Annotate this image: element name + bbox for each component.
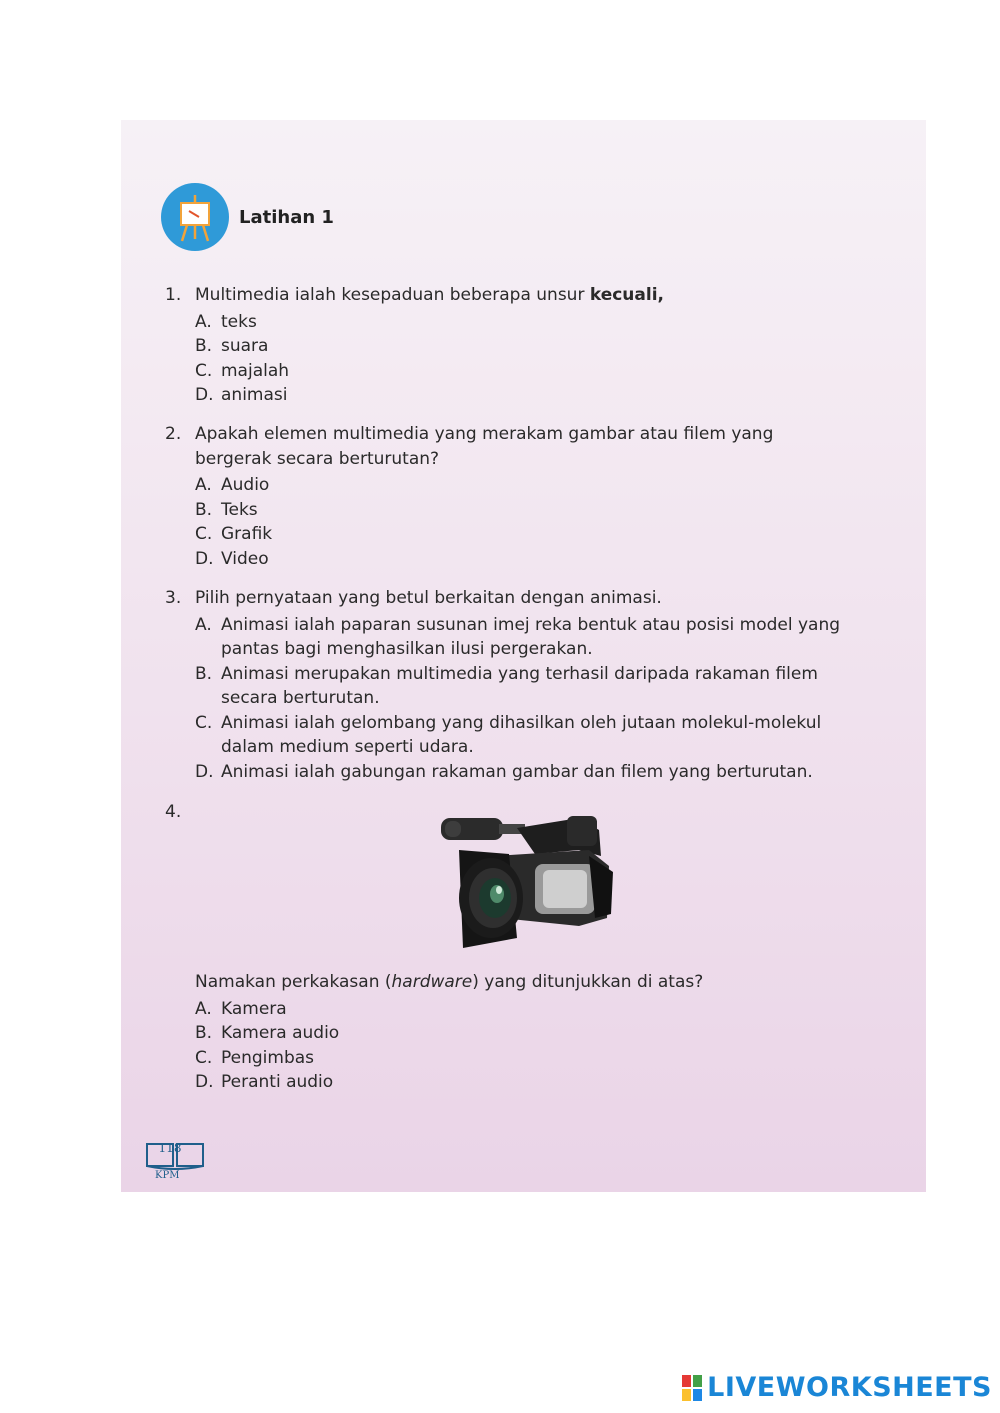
option-c[interactable]: C. Grafik [195, 524, 273, 544]
logo-blocks-icon [682, 1375, 702, 1401]
option-c[interactable]: C. majalah [195, 360, 290, 381]
option-d[interactable]: D. Video [195, 548, 269, 569]
option-a[interactable]: A. Animasi ialah paparan susunan imej reka bentuk atau posisi model yang pantas bagi menghasilkan ilusi pergerakan. [195, 614, 841, 659]
stem-emphasis: kecuali, [589, 285, 664, 305]
option-a[interactable]: A. Audio [195, 475, 270, 495]
question-number: 3. [165, 588, 182, 608]
question-stem: Apakah elemen multimedia yang merakam gambar atau filem yang bergerak secara berturutan? [195, 424, 774, 469]
option-b[interactable]: B. Animasi merupakan multimedia yang terhasil daripada rakaman filem secara berturutan. [195, 663, 818, 708]
exercise-header [161, 182, 334, 252]
option-b[interactable]: B. Teks [195, 499, 258, 520]
question-stem [195, 970, 835, 995]
stem-italic: hardware [391, 972, 473, 992]
option-d[interactable]: D. animasi [195, 385, 288, 405]
stem-text: Namakan perkakasan ( [195, 972, 392, 992]
option-list [195, 473, 851, 571]
video-camera-image [439, 810, 615, 950]
option-c[interactable]: C. Animasi ialah gelombang yang dihasilkan oleh jutaan molekul-molekul dalam medium seperti udara. [195, 712, 822, 757]
option-c[interactable]: C. Pengimbas [195, 1047, 315, 1068]
option-a[interactable]: A. Kamera [195, 998, 287, 1019]
option-b[interactable]: B. suara [195, 336, 269, 356]
publisher-label: KPM [155, 1170, 180, 1181]
question-1 [165, 283, 851, 408]
question-stem [195, 283, 835, 308]
question-3 [165, 586, 851, 784]
presentation-board-icon [161, 183, 229, 251]
stem-text: ) yang ditunjukkan di atas? [472, 972, 704, 992]
question-number: 2. [165, 424, 182, 444]
liveworksheets-logo [682, 1372, 992, 1403]
exercise-title: Latihan 1 [239, 206, 334, 228]
page-footer [145, 1138, 205, 1184]
option-a[interactable]: A. teks [195, 311, 257, 332]
option-list [195, 613, 851, 785]
option-list [195, 997, 851, 1095]
stem-text: Multimedia ialah kesepaduan beberapa unsur [195, 285, 590, 305]
brand-wordmark: LIVEWORKSHEETS [707, 1372, 992, 1403]
option-d[interactable]: D. Peranti audio [195, 1072, 334, 1092]
question-number: 1. [165, 285, 182, 305]
question-number: 4. [165, 802, 182, 822]
worksheet-page [121, 120, 926, 1192]
question-stem: Pilih pernyataan yang betul berkaitan dengan animasi. [195, 588, 662, 608]
question-2 [165, 422, 851, 571]
option-d[interactable]: D. Animasi ialah gabungan rakaman gambar dan filem yang berturutan. [195, 761, 813, 782]
page-number: 118 [158, 1141, 182, 1155]
option-b[interactable]: B. Kamera audio [195, 1023, 340, 1043]
option-list [195, 310, 851, 408]
question-4 [165, 970, 851, 1095]
